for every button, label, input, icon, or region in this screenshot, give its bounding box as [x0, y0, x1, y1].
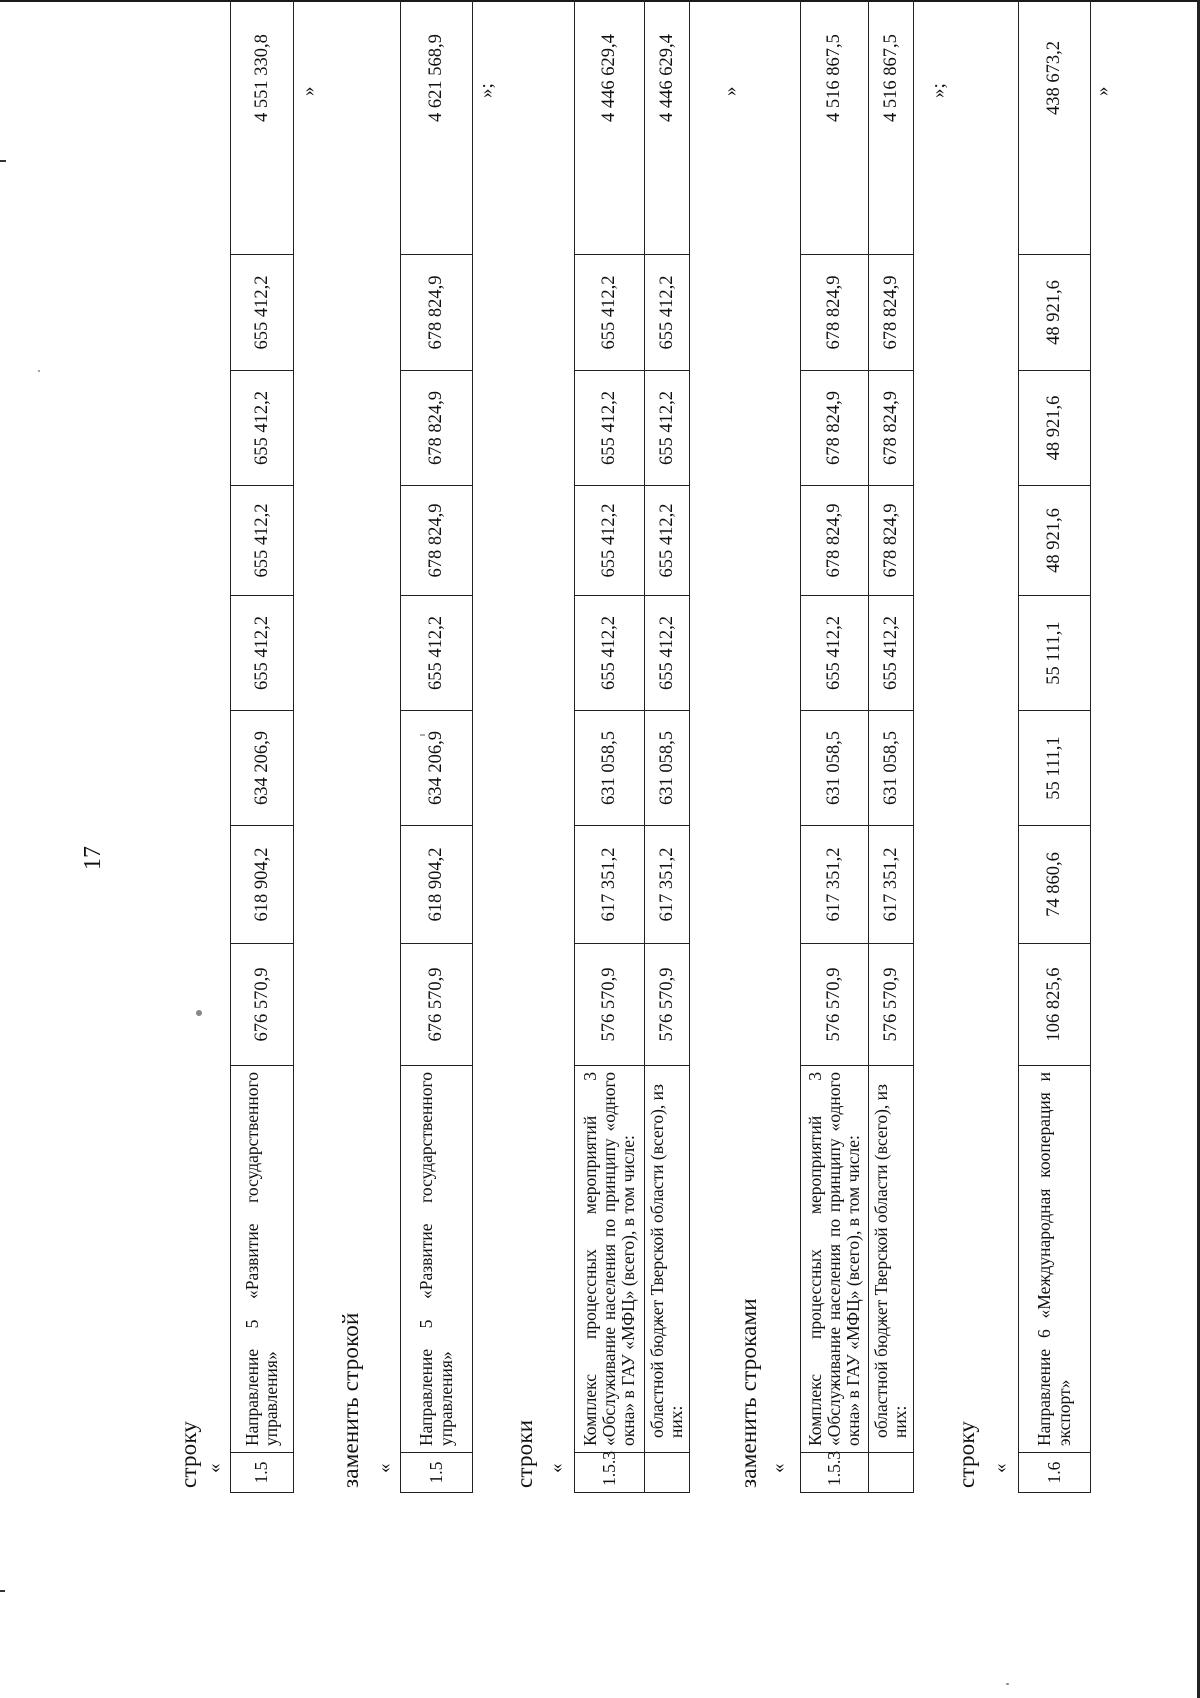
table-row [869, 0, 914, 1493]
value-cell: 655 412,2 [645, 371, 690, 486]
value-cell: 678 824,9 [801, 371, 869, 486]
value-cell: 617 351,2 [645, 826, 690, 944]
value-cell: 655 412,2 [231, 596, 294, 711]
row-code: 1.6 [1019, 1453, 1091, 1493]
value-cell: 655 412,2 [575, 596, 645, 711]
open-quote: « [546, 1463, 567, 1473]
budget-table [800, 0, 914, 1493]
value-cell: 678 824,9 [401, 255, 473, 371]
section-label: строку [954, 1420, 979, 1488]
value-cell: 678 824,9 [869, 486, 914, 596]
page-number: 17 [80, 846, 106, 870]
row-name: Направление 5 «Развитие государственного управления» [231, 1066, 294, 1453]
value-cell: 655 412,2 [645, 596, 690, 711]
value-cell: 618 904,2 [401, 826, 473, 944]
table-row [401, 0, 473, 1493]
budget-table [574, 0, 690, 1493]
close-quote: »; [476, 83, 497, 98]
total-cell: 4 621 568,9 [401, 0, 473, 255]
section-label: строку [176, 1420, 201, 1488]
total-cell: 4 551 330,8 [231, 0, 294, 255]
value-cell: 678 824,9 [869, 371, 914, 486]
value-cell: 655 412,2 [645, 255, 690, 371]
close-quote: »; [928, 83, 949, 98]
value-cell: 634 206,9 [401, 711, 473, 826]
row-name: Комплекс процессных мероприятий 3 «Обслуживание населения по принципу «одного окна» в ГАУ «МФЦ» (всего), в том числе: [801, 1066, 869, 1453]
value-cell: 576 570,9 [645, 944, 690, 1066]
total-cell: 4 446 629,4 [645, 0, 690, 255]
value-cell: 617 351,2 [575, 826, 645, 944]
value-cell: 631 058,5 [801, 711, 869, 826]
value-cell: 576 570,9 [801, 944, 869, 1066]
section-label: заменить строкой [338, 1312, 363, 1488]
budget-table [400, 0, 473, 1493]
value-cell: 655 412,2 [401, 596, 473, 711]
row-code: 1.5.3 [575, 1453, 645, 1493]
total-cell: 4 446 629,4 [575, 0, 645, 255]
row-code: 1.5 [401, 1453, 473, 1493]
value-cell: 655 412,2 [801, 596, 869, 711]
section-label: строки [512, 1419, 537, 1488]
row-code: 1.5 [231, 1453, 294, 1493]
close-quote: » [720, 86, 741, 96]
table-row [645, 0, 690, 1493]
table-row [801, 0, 869, 1493]
close-quote: » [298, 86, 319, 96]
row-name: областной бюджет Тверской области (всего), из них: [869, 1066, 914, 1453]
value-cell: 676 570,9 [231, 944, 294, 1066]
value-cell: 48 921,6 [1019, 255, 1091, 371]
row-name: областной бюджет Тверской области (всего), из них: [645, 1066, 690, 1453]
total-cell: 438 673,2 [1019, 0, 1091, 255]
table-row [1019, 0, 1091, 1493]
total-cell: 4 516 867,5 [869, 0, 914, 255]
value-cell: 678 824,9 [401, 371, 473, 486]
value-cell: 48 921,6 [1019, 486, 1091, 596]
value-cell: 634 206,9 [231, 711, 294, 826]
value-cell: 678 824,9 [801, 255, 869, 371]
value-cell: 617 351,2 [869, 826, 914, 944]
value-cell: 655 412,2 [231, 255, 294, 371]
value-cell: 74 860,6 [1019, 826, 1091, 944]
value-cell: 655 412,2 [869, 596, 914, 711]
value-cell: 676 570,9 [401, 944, 473, 1066]
row-name: Направление 5 «Развитие государственного управления» [401, 1066, 473, 1453]
value-cell: 576 570,9 [575, 944, 645, 1066]
value-cell: 678 824,9 [869, 255, 914, 371]
table-row [575, 0, 645, 1493]
value-cell: 617 351,2 [801, 826, 869, 944]
value-cell: 631 058,5 [869, 711, 914, 826]
open-quote: « [768, 1463, 789, 1473]
row-name: Направление 6 «Международная кооперация и экспорт» [1019, 1066, 1091, 1453]
close-quote: » [1092, 86, 1113, 96]
value-cell: 655 412,2 [231, 371, 294, 486]
row-code [645, 1453, 690, 1493]
value-cell: 55 111,1 [1019, 596, 1091, 711]
value-cell: 48 921,6 [1019, 371, 1091, 486]
value-cell: 106 825,6 [1019, 944, 1091, 1066]
open-quote: « [204, 1463, 225, 1473]
row-name: Комплекс процессных мероприятий 3 «Обслуживание населения по принципу «одного окна» в ГАУ «МФЦ» (всего), в том числе: [575, 1066, 645, 1453]
value-cell: 678 824,9 [801, 486, 869, 596]
value-cell: 576 570,9 [869, 944, 914, 1066]
value-cell: 618 904,2 [231, 826, 294, 944]
value-cell: 55 111,1 [1019, 711, 1091, 826]
open-quote: « [374, 1463, 395, 1473]
value-cell: 678 824,9 [401, 486, 473, 596]
section-label: заменить строками [736, 1298, 761, 1488]
table-row [231, 0, 294, 1493]
budget-table [1018, 0, 1091, 1493]
value-cell: 631 058,5 [645, 711, 690, 826]
value-cell: 655 412,2 [645, 486, 690, 596]
value-cell: 655 412,2 [575, 486, 645, 596]
row-code [869, 1453, 914, 1493]
row-code: 1.5.3 [801, 1453, 869, 1493]
value-cell: 655 412,2 [231, 486, 294, 596]
value-cell: 631 058,5 [575, 711, 645, 826]
value-cell: 655 412,2 [575, 371, 645, 486]
value-cell: 655 412,2 [575, 255, 645, 371]
total-cell: 4 516 867,5 [801, 0, 869, 255]
budget-table [230, 0, 294, 1493]
open-quote: « [990, 1463, 1011, 1473]
